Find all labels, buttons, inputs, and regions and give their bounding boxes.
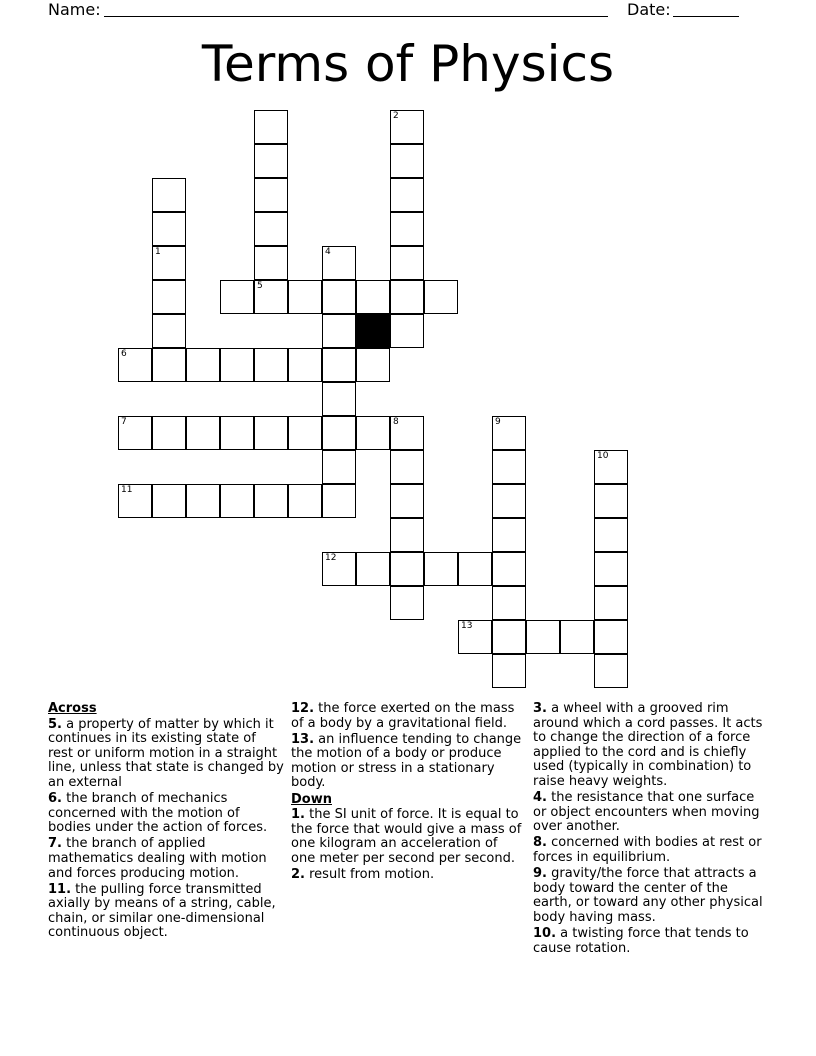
grid-cell[interactable] [118,416,152,450]
grid-cell[interactable] [594,620,628,654]
grid-cell[interactable] [390,450,424,484]
down-clue-1 [291,808,523,866]
grid-cell[interactable] [186,484,220,518]
clue-text: the force exerted on the mass of a body by a gravitational field. [291,701,515,731]
cell-number: 2 [393,111,399,121]
clue-number: 6. [48,791,62,807]
grid-cell[interactable] [322,280,356,314]
grid-cell[interactable] [186,416,220,450]
grid-cell[interactable] [390,178,424,212]
grid-cell[interactable] [356,280,390,314]
grid-cell[interactable] [254,280,288,314]
down-clue-8 [533,836,769,865]
clue-number: 1. [291,807,305,823]
grid-cell[interactable] [152,348,186,382]
grid-cell[interactable] [458,620,492,654]
grid-cell[interactable] [152,178,186,212]
page-title: Terms of Physics [201,35,615,93]
name-label: Name: [48,0,101,19]
down-clue-2 [291,868,523,883]
grid-cell[interactable] [220,484,254,518]
grid-cell[interactable] [254,178,288,212]
grid-cell[interactable] [594,654,628,688]
clue-number: 7. [48,836,62,852]
across-clue-5 [48,718,284,791]
grid-cell[interactable] [390,280,424,314]
cell-number: 4 [325,247,331,257]
grid-cell[interactable] [390,552,424,586]
grid-cell[interactable] [152,314,186,348]
grid-cell[interactable] [390,212,424,246]
clue-text: concerned with bodies at rest or forces in equilibrium. [533,835,762,865]
grid-cell[interactable] [186,348,220,382]
grid-cell[interactable] [322,484,356,518]
grid-cell[interactable] [492,654,526,688]
down-clue-3 [533,702,769,790]
down-heading: Down [291,791,332,807]
grid-cell[interactable] [594,450,628,484]
clues-column-2 [291,702,523,884]
grid-cell[interactable] [220,280,254,314]
grid-cell[interactable] [492,484,526,518]
cell-number: 12 [325,553,337,563]
clue-number: 5. [48,716,62,732]
grid-cell[interactable] [220,348,254,382]
grid-cell[interactable] [322,382,356,416]
clues-column-1 [48,702,284,943]
grid-cell[interactable] [390,586,424,620]
grid-cell[interactable] [356,348,390,382]
grid-cell[interactable] [322,348,356,382]
clue-text: the pulling force transmitted axially by means of a string, cable, chain, or similar one-dimensional continuous object. [48,881,276,941]
grid-cell[interactable] [288,348,322,382]
clue-number: 9. [533,866,547,882]
grid-cell[interactable] [152,280,186,314]
grid-cell[interactable] [492,620,526,654]
across-clue-13 [291,733,523,791]
grid-cell[interactable] [492,518,526,552]
grid-cell[interactable] [390,314,424,348]
grid-cell[interactable] [322,450,356,484]
cell-number: 9 [495,417,501,427]
grid-cell[interactable] [322,314,356,348]
grid-cell[interactable] [288,416,322,450]
grid-cell[interactable] [390,416,424,450]
clue-text: a property of matter by which it continues in its existing state of rest or uniform motion in a straight line, unless that state is changed by an external [48,716,284,790]
grid-cell[interactable] [424,280,458,314]
grid-cell[interactable] [118,484,152,518]
cell-number: 5 [257,281,263,291]
clue-number: 10. [533,925,557,941]
grid-cell[interactable] [152,416,186,450]
clue-number: 13. [291,731,315,747]
grid-cell[interactable] [254,212,288,246]
clue-text: the branch of applied mathematics dealing with motion and forces producing motion. [48,836,267,881]
grid-cell[interactable] [458,552,492,586]
grid-cell[interactable] [152,246,186,280]
grid-cell[interactable] [288,484,322,518]
date-label: Date: [627,0,671,19]
grid-cell[interactable] [254,416,288,450]
grid-cell[interactable] [152,212,186,246]
grid-cell[interactable] [390,110,424,144]
grid-cell[interactable] [390,484,424,518]
down-clue-4 [533,791,769,835]
grid-cell[interactable] [254,144,288,178]
clue-text: an influence tending to change the motion of a body or produce motion or stress in a stationary body. [291,731,522,791]
blocked-cell [356,314,390,348]
grid-cell[interactable] [322,246,356,280]
grid-cell[interactable] [356,416,390,450]
clue-text: the resistance that one surface or object encounters when moving over another. [533,790,760,835]
grid-cell[interactable] [152,484,186,518]
grid-cell[interactable] [118,348,152,382]
cell-number: 8 [393,417,399,427]
across-clue-7 [48,837,284,881]
grid-cell[interactable] [390,246,424,280]
grid-cell[interactable] [356,552,390,586]
cell-number: 7 [121,417,127,427]
across-clue-12 [291,702,523,731]
clue-number: 3. [533,701,547,716]
grid-cell[interactable] [390,144,424,178]
clue-text: gravity/the force that attracts a body toward the center of the earth, or toward any other physical body having mass. [533,866,763,925]
grid-cell[interactable] [560,620,594,654]
cell-number: 11 [121,485,133,495]
grid-cell[interactable] [492,450,526,484]
grid-cell[interactable] [492,416,526,450]
clue-number: 4. [533,790,547,806]
cell-number: 10 [597,451,609,461]
clue-text: a twisting force that tends to cause rotation. [533,925,749,956]
grid-cell[interactable] [594,518,628,552]
clue-text: the branch of mechanics concerned with the motion of bodies under the action of forces. [48,791,268,836]
clue-number: 8. [533,835,547,851]
grid-cell[interactable] [424,552,458,586]
across-heading: Across [48,701,97,716]
grid-cell[interactable] [492,586,526,620]
clue-text: a wheel with a grooved rim around which a cord passes. It acts to change the direction of a force applied to the cord and is chiefly used (typically in combination) to raise heavy weights. [533,701,763,789]
grid-cell[interactable] [594,552,628,586]
clue-number: 12. [291,701,315,716]
cell-number: 1 [155,247,161,257]
grid-cell[interactable] [322,552,356,586]
clue-number: 2. [291,867,305,883]
grid-cell[interactable] [594,484,628,518]
clue-text: result from motion. [309,867,435,883]
cell-number: 6 [121,349,127,359]
clues-column-3 [533,702,769,958]
down-clue-9 [533,867,769,925]
grid-cell[interactable] [322,416,356,450]
clue-number: 11. [48,881,72,897]
grid-cell[interactable] [254,110,288,144]
grid-cell[interactable] [254,484,288,518]
grid-cell[interactable] [390,518,424,552]
grid-cell[interactable] [254,348,288,382]
grid-cell[interactable] [594,586,628,620]
grid-cell[interactable] [526,620,560,654]
clue-text: the SI unit of force. It is equal to the force that would give a mass of one kilogram an acceleration of one meter per second per second. [291,807,522,866]
across-clue-6 [48,792,284,836]
grid-cell[interactable] [492,552,526,586]
across-clue-11 [48,883,284,941]
down-clue-10 [533,927,769,956]
grid-cell[interactable] [288,280,322,314]
grid-cell[interactable] [220,416,254,450]
grid-cell[interactable] [254,246,288,280]
cell-number: 13 [461,621,473,631]
